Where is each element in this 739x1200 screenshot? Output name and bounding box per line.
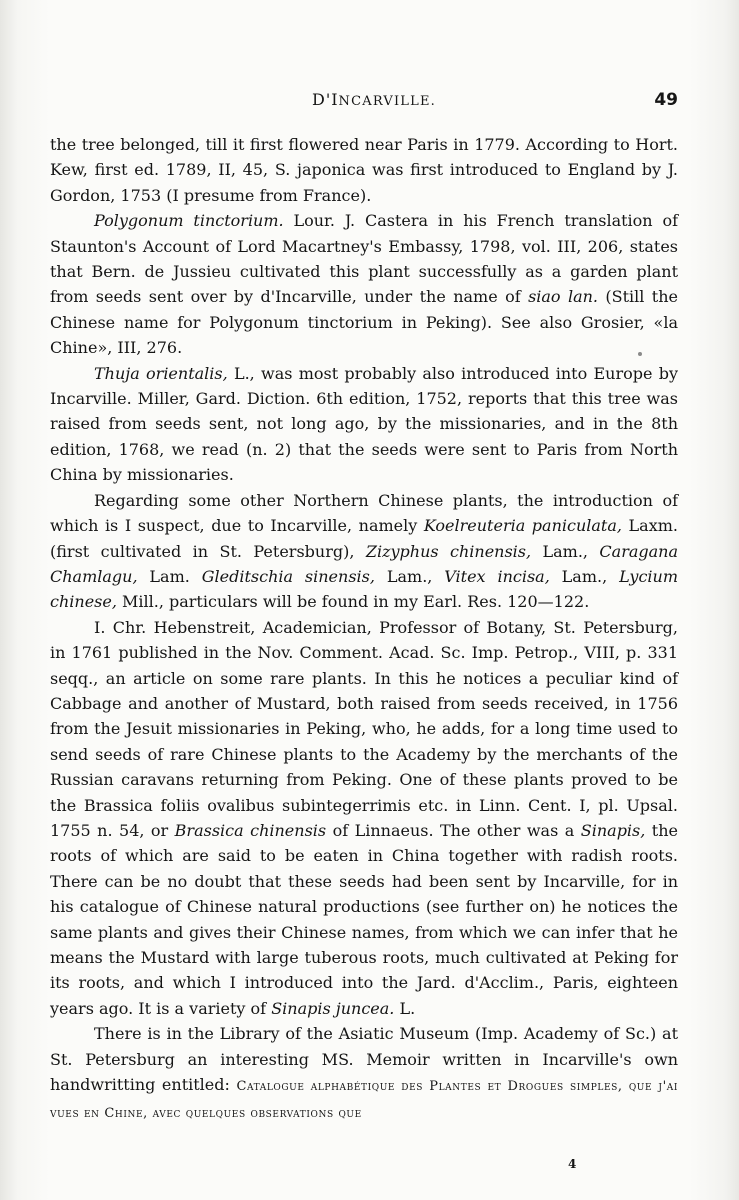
paragraph-text: Lam.,	[374, 566, 445, 586]
page-body	[50, 132, 678, 1127]
species-name: Brassica chinensis	[174, 820, 327, 840]
paragraph-text: Laxm. (first cultivated in St. Petersburg),	[50, 516, 678, 561]
paragraph-text: Mill., particulars will be found in my Earl. Res. 120—122.	[116, 592, 590, 612]
paragraph-text: of Linnaeus. The other was a	[326, 820, 581, 840]
paragraph-text: (Still the Chinese name for Polygonum tinctorium in Peking). See also Grosier, «la Chine», III, 276.	[50, 287, 679, 358]
paragraph-text: L.	[394, 998, 416, 1018]
running-head-smallcaps: NCARVILLE.	[338, 94, 436, 109]
paragraph-northern-plants	[50, 488, 678, 615]
page-number: 49	[654, 90, 678, 110]
print-speck	[638, 352, 642, 356]
species-name: Zizyphus chinensis,	[365, 541, 532, 561]
species-name: Caragana Chamlagu,	[50, 541, 679, 586]
species-name: Sinapis,	[580, 820, 646, 840]
page-header	[50, 90, 678, 114]
paragraph-text: Lam.,	[531, 541, 600, 561]
paragraph-text: I. Chr. Hebenstreit, Academician, Professor of Botany, St. Petersburg, in 1761 published in the Nov. Comment. Acad. Sc. Imp. Petrop., VIII, p. 331 seqq., an article on some rare plants. In this he notices a peculiar kind of Cabbage and another of Mustard, both raised from seeds received, in 1756 from the Jesuit missionaries in Peking, who, he adds, for a long time used to send seeds of rare Chinese plants to the Academy by the merchants of the Russian caravans returning from Peking. One of these plants proved to be the Brassica foliis ovalibus subintegerrimis etc. in Linn. Cent. I, pl. Upsal. 1755 n. 54, or	[50, 617, 678, 840]
running-head-initial: D'I	[312, 90, 339, 109]
paragraph-text: Lour. J. Castera in his French translation of Staunton's Account of Lord Macartney's Embassy, 1798, vol. III, 206, states that Bern. de Jussieu cultivated this plant successfully as a garden plant from seeds sent over by d'Incarville, under the name of	[50, 211, 678, 307]
species-name: Gleditschia sinensis,	[201, 566, 375, 586]
species-name: Thuja orientalis,	[94, 363, 228, 383]
paragraph-text: L., was most probably also introduced into Europe by Incarville. Miller, Gard. Diction. 6th edition, 1752, reports that this tree was raised from seeds sent, not long ago, by the missionaries, and in the 8th edition, 1768, we read (n. 2) that the seeds were sent to Paris from North China by missionaries.	[50, 363, 678, 485]
paragraph-continued: the tree belonged, till it first flowered near Paris in 1779. According to Hort. Kew, first ed. 1789, II, 45, S. japonica was first introduced to England by J. Gordon, 1753 (I presume from France).	[50, 135, 678, 205]
signature-mark: 4	[568, 1157, 577, 1171]
species-name: Vitex incisa,	[444, 566, 550, 586]
paragraph-polygonum	[50, 208, 678, 360]
paragraph-asiatic-museum	[50, 1021, 678, 1127]
species-name: Lycium chinese,	[50, 566, 679, 612]
paragraph-thuja	[50, 361, 678, 488]
paragraph-text: There is in the Library of the Asiatic Museum (Imp. Academy of Sc.) at St. Petersburg an interesting MS. Memoir written in Incarville's own handwritting entitled:	[50, 1024, 678, 1095]
species-name: Koelreuteria paniculata,	[423, 516, 622, 536]
species-name: Polygonum tinctorium.	[94, 211, 284, 231]
paragraph-text: Regarding some other Northern Chinese plants, the introduction of which is I suspect, due to Incarville, namely	[50, 490, 678, 536]
paragraph-text: the roots of which are said to be eaten in China together with radish roots. There can be no doubt that these seeds had been sent by Incarville, for in his catalogue of Chinese natural productions (see further on) he notices the same plants and gives their Chinese names, from which we can infer that he means the Mustard with large tuberous roots, much cultivated at Peking for its roots, and which I introduced into the Jard. d'Acclim., Paris, eighteen years ago. It is a variety of	[50, 820, 679, 1018]
running-head	[312, 90, 436, 109]
paragraph-text: Lam.	[137, 566, 202, 586]
paragraph-hebenstreit	[50, 615, 678, 1022]
paragraph-text: Lam.,	[549, 566, 620, 586]
species-name: Sinapis juncea.	[271, 998, 395, 1018]
chinese-name: siao lan.	[528, 287, 599, 307]
catalogue-title: Catalogue alphabétique des Plantes et Drogues simples, que j'ai vues en Chine, avec quelques observations que	[50, 1079, 678, 1122]
